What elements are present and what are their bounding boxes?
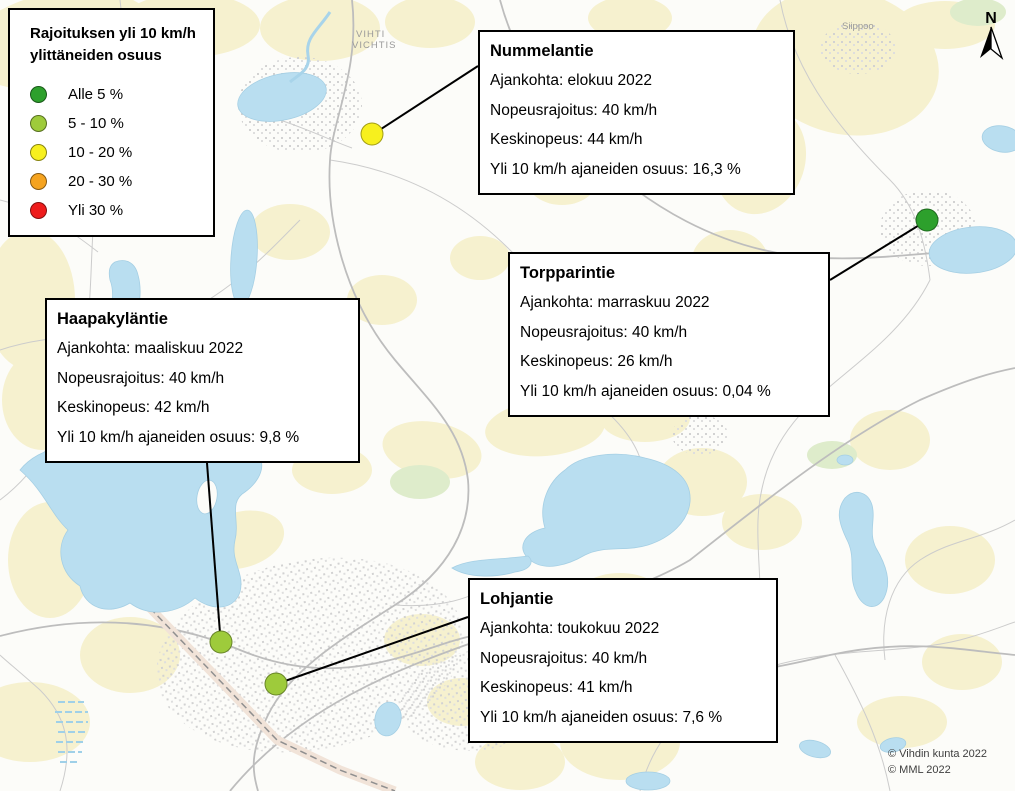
callout-row-ajankohta: Ajankohta: toukokuu 2022 bbox=[480, 620, 660, 637]
place-label-siippoo: Siippoo bbox=[842, 21, 874, 32]
callout-row-nopeusrajoitus: Nopeusrajoitus: 40 km/h bbox=[57, 369, 225, 387]
legend-swatch-yli-30 bbox=[30, 202, 47, 219]
callout-title: Haapakyläntie bbox=[57, 310, 168, 328]
place-label-vichtis: VICHTIS bbox=[352, 40, 397, 51]
legend-item-label: 10 - 20 % bbox=[68, 144, 133, 161]
place-label-vihti: VIHTI bbox=[356, 29, 386, 40]
legend-item-label: 5 - 10 % bbox=[68, 115, 124, 132]
callout-row-nopeusrajoitus: Nopeusrajoitus: 40 km/h bbox=[520, 323, 688, 341]
map-point-lohjantie bbox=[265, 673, 288, 696]
callout-title: Torpparintie bbox=[520, 264, 616, 282]
callout-row-nopeusrajoitus: Nopeusrajoitus: 40 km/h bbox=[490, 101, 658, 119]
callout-row-osuus: Yli 10 km/h ajaneiden osuus: 0,04 % bbox=[520, 382, 771, 400]
callout-torpparintie bbox=[508, 252, 830, 417]
callout-row-keskinopeus: Keskinopeus: 42 km/h bbox=[57, 399, 210, 416]
map-point-haapakylantie bbox=[210, 631, 233, 654]
callout-row-osuus: Yli 10 km/h ajaneiden osuus: 16,3 % bbox=[490, 160, 741, 178]
legend-item bbox=[30, 80, 201, 109]
legend-swatch-alle-5 bbox=[30, 86, 47, 103]
map-point-nummelantie bbox=[361, 123, 384, 146]
callout-title: Nummelantie bbox=[490, 42, 594, 60]
legend-item-label: 20 - 30 % bbox=[68, 173, 133, 190]
legend-item bbox=[30, 138, 201, 167]
north-arrow-label: N bbox=[985, 10, 997, 27]
credit-line: © MML 2022 bbox=[888, 764, 951, 776]
callout-row-keskinopeus: Keskinopeus: 41 km/h bbox=[480, 679, 633, 696]
map-credits bbox=[888, 746, 987, 778]
legend-swatch-20-30 bbox=[30, 173, 47, 190]
legend-swatch-5-10 bbox=[30, 115, 47, 132]
callout-row-osuus: Yli 10 km/h ajaneiden osuus: 7,6 % bbox=[480, 708, 723, 726]
legend-item bbox=[30, 196, 201, 225]
callout-row-nopeusrajoitus: Nopeusrajoitus: 40 km/h bbox=[480, 649, 648, 667]
map-point-torpparintie bbox=[916, 209, 939, 232]
callout-row-ajankohta: Ajankohta: marraskuu 2022 bbox=[520, 294, 710, 311]
callout-haapakylantie bbox=[45, 298, 360, 463]
callout-row-ajankohta: Ajankohta: elokuu 2022 bbox=[490, 72, 653, 89]
legend-title: Rajoituksen yli 10 km/h ylittäneiden osuus bbox=[30, 25, 196, 64]
callout-row-keskinopeus: Keskinopeus: 44 km/h bbox=[490, 131, 643, 148]
callout-lohjantie bbox=[468, 578, 778, 743]
legend-item-label: Alle 5 % bbox=[68, 86, 124, 103]
legend-swatch-10-20 bbox=[30, 144, 47, 161]
callout-row-osuus: Yli 10 km/h ajaneiden osuus: 9,8 % bbox=[57, 428, 300, 446]
callout-nummelantie bbox=[478, 30, 795, 195]
credit-line: © Vihdin kunta 2022 bbox=[888, 748, 988, 760]
legend-item bbox=[30, 109, 201, 138]
legend-item bbox=[30, 167, 201, 196]
legend-panel bbox=[8, 8, 215, 237]
callout-title: Lohjantie bbox=[480, 590, 554, 608]
legend-item-label: Yli 30 % bbox=[68, 202, 124, 219]
callout-row-keskinopeus: Keskinopeus: 26 km/h bbox=[520, 353, 673, 370]
callout-row-ajankohta: Ajankohta: maaliskuu 2022 bbox=[57, 340, 244, 357]
